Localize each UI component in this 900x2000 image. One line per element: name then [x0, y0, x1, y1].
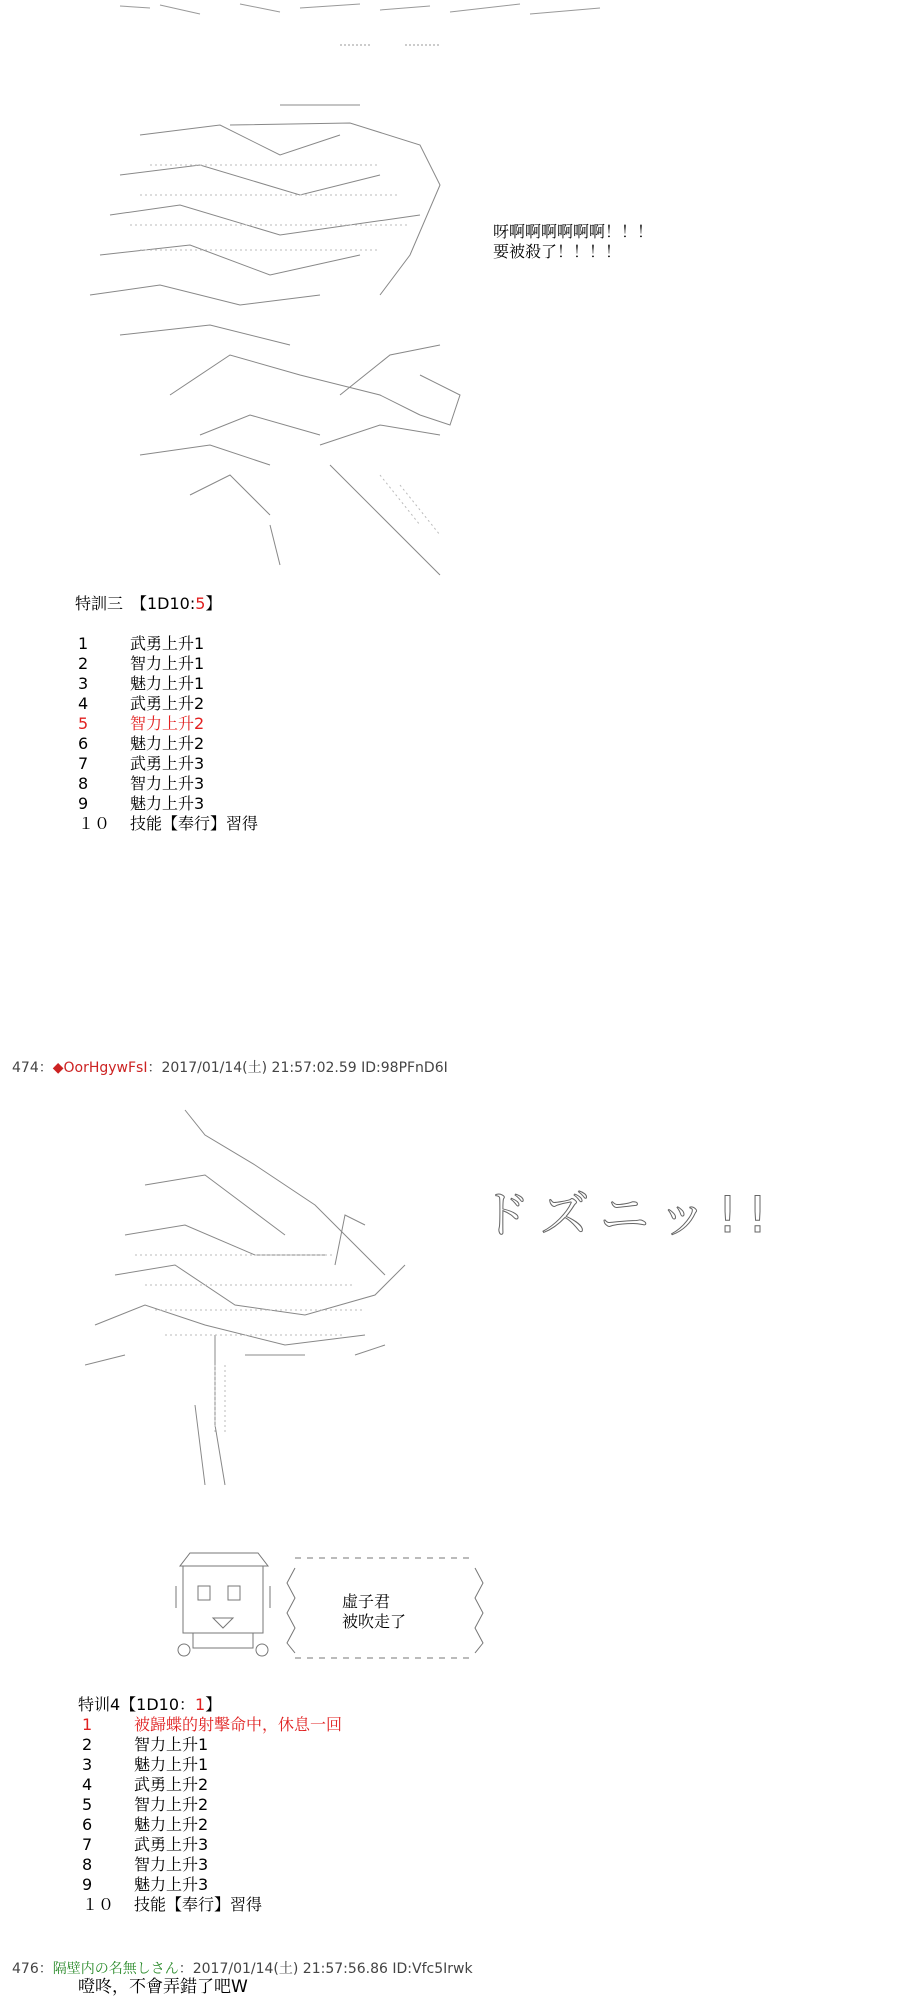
sound-effect: ドズニッ!! [480, 1186, 778, 1244]
post-comment: 噔咚，不會弄錯了吧W [78, 1977, 248, 1997]
list-item [82, 1735, 342, 1755]
item-text: 魅力上升2 [134, 1815, 209, 1834]
item-number: 6 [82, 1815, 93, 1834]
item-number: 3 [82, 1755, 93, 1774]
item-number: 7 [82, 1835, 93, 1854]
item-text: 智力上升2 [134, 1795, 209, 1814]
post-datetime: ：2017/01/14(土) 21:57:02.59 ID:98PFnD6I [147, 1060, 448, 1076]
ascii-art-top-fragment [0, 0, 900, 60]
item-number: 9 [82, 1875, 93, 1894]
item-number: 8 [82, 1855, 93, 1874]
training-title [75, 594, 221, 614]
post-number: 474： [12, 1060, 53, 1076]
list-item [82, 1855, 342, 1875]
item-number: 1 [78, 634, 89, 653]
list-item [78, 814, 258, 834]
item-text: 魅力上升2 [130, 734, 205, 753]
list-item [78, 694, 258, 714]
list-item [82, 1815, 342, 1835]
item-text: 智力上升1 [134, 1735, 209, 1754]
item-text: 智力上升3 [134, 1855, 209, 1874]
ascii-art-small-face [168, 1548, 278, 1658]
item-text: 魅力上升3 [130, 794, 205, 813]
item-number: １０ [78, 814, 111, 833]
item-number: 5 [78, 714, 89, 733]
speech-line: 要被殺了！！！！ [493, 242, 622, 261]
dice-roll: 5 [195, 594, 206, 613]
training-title [78, 1695, 221, 1715]
post-number: 476： [12, 1961, 53, 1977]
training-title-prefix: 特訓三 【1D10: [75, 594, 196, 613]
list-item [82, 1795, 342, 1815]
item-number: 4 [78, 694, 89, 713]
training-list-2 [82, 1715, 342, 1915]
post-header [12, 1057, 448, 1077]
item-text: 武勇上升2 [130, 694, 205, 713]
list-item [82, 1875, 342, 1895]
item-text: 技能【奉行】習得 [134, 1895, 263, 1914]
list-item [78, 634, 258, 654]
item-number: 4 [82, 1775, 93, 1794]
item-number: 1 [82, 1715, 93, 1734]
ascii-art-kicked-character [85, 1105, 415, 1505]
list-item [82, 1835, 342, 1855]
training-list-1 [78, 634, 258, 834]
poster-name: ◆OorHgywFsI [52, 1060, 148, 1076]
dice-roll: 1 [195, 1695, 206, 1714]
item-number: 3 [78, 674, 89, 693]
training-title-suffix: 】 [205, 594, 222, 613]
training-title-suffix: 】 [205, 1695, 222, 1714]
training-title-prefix: 特训4【1D10： [78, 1695, 196, 1714]
item-text: 智力上升1 [130, 654, 205, 673]
item-number: １０ [82, 1895, 115, 1914]
list-item [78, 734, 258, 754]
speech-line: 呀啊啊啊啊啊啊！！！ [493, 222, 654, 241]
item-text: 智力上升3 [130, 774, 205, 793]
item-number: 5 [82, 1795, 93, 1814]
item-text: 魅力上升3 [134, 1875, 209, 1894]
item-number: 6 [78, 734, 89, 753]
list-item [82, 1775, 342, 1795]
poster-name: 隔壁内の名無しさん [52, 1961, 179, 1977]
item-text: 技能【奉行】習得 [130, 814, 259, 833]
bubble-line: 被吹走了 [342, 1612, 407, 1631]
post-datetime: ：2017/01/14(土) 21:57:56.86 ID:Vfc5Irwk [178, 1961, 473, 1977]
item-text: 魅力上升1 [130, 674, 205, 693]
list-item [78, 774, 258, 794]
list-item-selected [78, 714, 258, 734]
bubble-line: 虛子君 [342, 1592, 391, 1611]
item-text: 武勇上升3 [130, 754, 205, 773]
list-item-selected [82, 1715, 342, 1735]
list-item [78, 674, 258, 694]
item-text: 被歸蝶的射擊命中，休息一回 [134, 1715, 343, 1734]
list-item [78, 754, 258, 774]
item-text: 武勇上升1 [130, 634, 205, 653]
item-text: 武勇上升2 [134, 1775, 209, 1794]
item-text: 武勇上升3 [134, 1835, 209, 1854]
ascii-art-screaming-character [80, 95, 480, 595]
item-number: 2 [82, 1735, 93, 1754]
item-number: 7 [78, 754, 89, 773]
item-text: 智力上升2 [130, 714, 205, 733]
item-number: 2 [78, 654, 89, 673]
post-header [12, 1958, 473, 1978]
item-number: 9 [78, 794, 89, 813]
list-item [82, 1755, 342, 1775]
list-item [78, 654, 258, 674]
item-number: 8 [78, 774, 89, 793]
list-item [78, 794, 258, 814]
list-item [82, 1895, 342, 1915]
item-text: 魅力上升1 [134, 1755, 209, 1774]
